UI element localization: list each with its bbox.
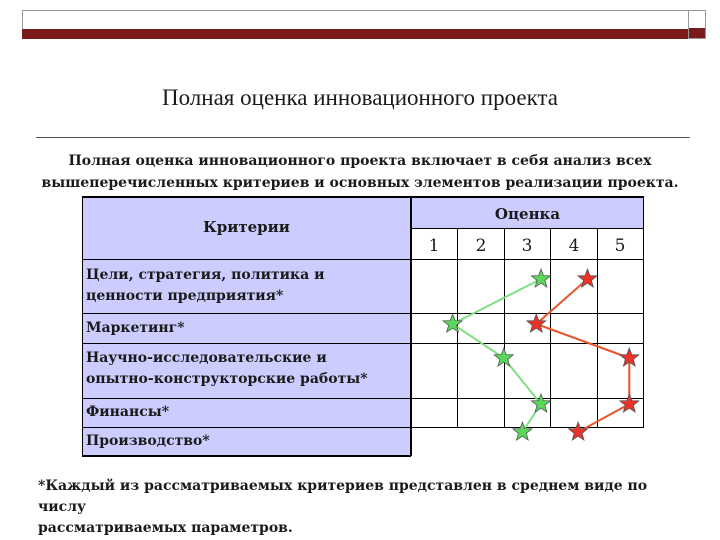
profile-2-star-marker-4 <box>620 394 639 412</box>
intro-line-2: вышеперечисленных критериев и основных элементов реализации проекта. <box>41 175 679 191</box>
row-label-rnd-line-1: Научно-исследовательские и <box>86 350 327 366</box>
footnote-line-1: *Каждый из рассматриваемых критериев представлен в среднем виде по числу <box>38 478 648 515</box>
profile-1-star-marker-3 <box>494 348 513 366</box>
footnote <box>38 476 698 539</box>
profile-1-star-marker-1 <box>531 269 550 287</box>
row-label-marketing: Маркетинг* <box>86 320 185 336</box>
score-label-4: 4 <box>568 236 580 256</box>
criteria-header: Критерии <box>203 218 290 236</box>
slide-title: Полная оценка инновационного проекта <box>162 85 558 110</box>
profile-2-star-marker-2 <box>527 314 546 332</box>
row-label-goals-line-1: Цели, стратегия, политика и <box>86 267 325 283</box>
score-label-3: 3 <box>521 236 533 256</box>
profile-1-star-marker-5 <box>513 422 532 440</box>
score-label-2: 2 <box>475 236 487 256</box>
row-label-production: Производство* <box>86 433 210 449</box>
score-label-5: 5 <box>614 236 626 256</box>
score-label-1: 1 <box>428 236 440 256</box>
row-label-rnd-line-2: опытно-конструкторские работы* <box>86 371 368 387</box>
row-label-goals-line-2: ценности предприятия* <box>86 288 284 304</box>
profile-line-2 <box>536 279 629 432</box>
footnote-line-2: рассматриваемых параметров. <box>38 520 293 536</box>
row-label-finance: Финансы* <box>86 404 170 420</box>
profile-2-star-marker-5 <box>569 422 588 440</box>
intro-line-1: Полная оценка инновационного проекта включает в себя анализ всех <box>68 153 652 169</box>
score-header: Оценка <box>494 205 561 223</box>
